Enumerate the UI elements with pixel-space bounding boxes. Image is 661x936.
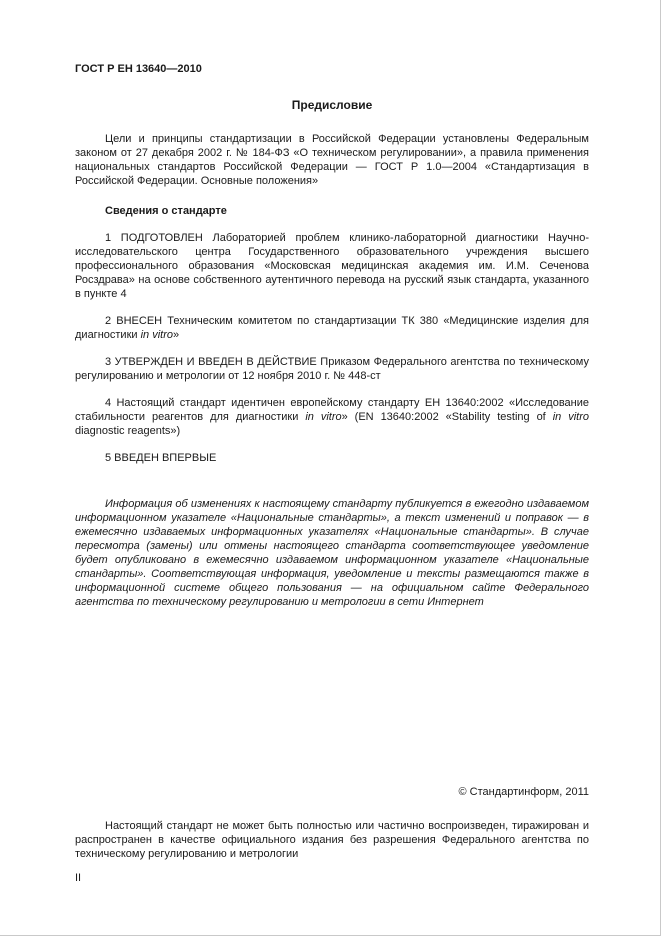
- standard-item-1: 1 ПОДГОТОВЛЕН Лабораторией проблем клинико-лабораторной диагностики Научно-исследовательского центра Государственного образовательного учреждения высшего профессионального образования «Московская медицинская академия им. И.М. Сеченова Росздрава» на основе собственного аутентичного перевода на русский язык стандарта, указанного в пункте 4: [75, 232, 589, 300]
- item-4-mid-text: » (EN 13640:2002 «Stability testing of: [341, 411, 553, 423]
- reproduction-restriction-note: Настоящий стандарт не может быть полностью или частично воспроизведен, тиражирован и распространен в качестве официального издания без разрешения Федерального агентства по техническому регулированию и метрологии: [75, 820, 589, 860]
- item-4-text: 4 Настоящий стандарт идентичен европейскому стандарту ЕН 13640:2002 «Исследование стабильности реагентов для диагностики: [75, 397, 589, 423]
- amendments-note: Информация об изменениях к настоящему стандарту публикуется в ежегодно издаваемом информационном указателе «Национальные стандарты», а текст изменений и поправок — в ежемесячно издаваемых информационных указателях «Национальные стандарты». В случае пересмотра (замены) или отмены настоящего стандарта соответствующее уведомление будет опубликовано в ежемесячно издаваемом информационном указателе «Национальные стандарты». Соответствующая информация, уведомление и тексты размещаются также в информационной системе общего пользования — на официальном сайте Федерального агентства по техническому регулированию и метрологии в сети Интернет: [75, 498, 589, 608]
- item-4-closing: diagnostic reagents»): [75, 425, 181, 437]
- document-designation: ГОСТ Р ЕН 13640—2010: [75, 63, 202, 75]
- item-2-closing: »: [173, 329, 180, 341]
- page-title: Предисловие: [291, 98, 373, 112]
- item-2-in-vitro-italic: in vitro: [140, 329, 173, 341]
- item-2-text: 2 ВНЕСЕН Техническим комитетом по стандартизации ТК 380 «Медицинские изделия для диагностики: [75, 315, 589, 341]
- standard-item-3: 3 УТВЕРЖДЕН И ВВЕДЕН В ДЕЙСТВИЕ Приказом Федерального агентства по техническому регулированию и метрологии от 12 ноября 2010 г. № 448-ст: [75, 356, 589, 382]
- standard-item-4: [75, 396, 589, 438]
- item-4-in-vitro-italic: in vitro: [305, 411, 342, 423]
- standard-item-2: [75, 314, 589, 342]
- copyright-line: © Стандартинформ, 2011: [458, 786, 589, 798]
- page-number: II: [75, 872, 82, 884]
- standard-item-5: 5 ВВЕДЕН ВПЕРВЫЕ: [105, 452, 217, 464]
- standard-info-heading: Сведения о стандарте: [105, 205, 227, 217]
- intro-paragraph: Цели и принципы стандартизации в Российской Федерации установлены Федеральным законом от 27 декабря 2002 г. № 184-ФЗ «О техническом регулировании», а правила применения национальных стандартов Российской Федерации — ГОСТ Р 1.0—2004 «Стандартизация в Российской Федерации. Основные положения»: [75, 133, 589, 187]
- item-4-in-vitro-italic-2: in vitro: [552, 411, 589, 423]
